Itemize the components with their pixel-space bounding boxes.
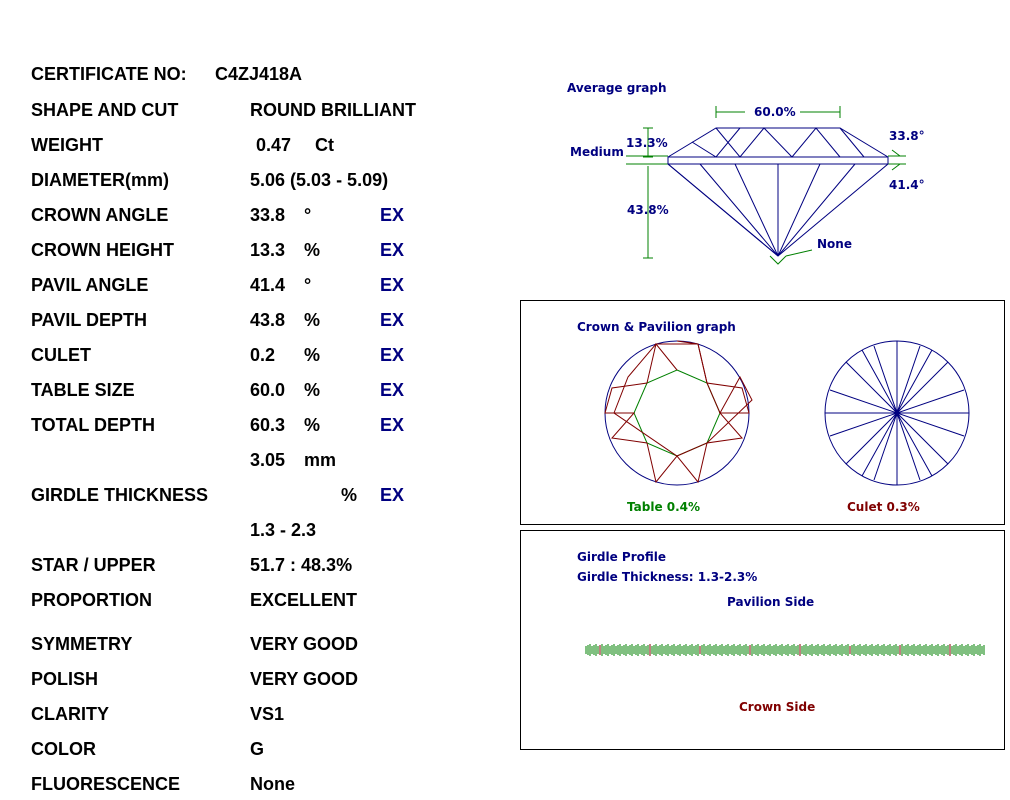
star-upper-label: STAR / UPPER bbox=[31, 555, 156, 575]
culet-percent-label: Culet 0.3% bbox=[847, 500, 920, 514]
certificate-label: CERTIFICATE NO: bbox=[31, 64, 187, 84]
row-value-culet: 0.2 bbox=[250, 345, 276, 365]
row-unit-crown-height: % bbox=[304, 240, 321, 260]
certificate-number: C4ZJ418A bbox=[215, 64, 303, 84]
girdle-unit: % bbox=[341, 485, 358, 505]
color-label: COLOR bbox=[31, 739, 96, 759]
row-grade-total-depth: EX bbox=[380, 415, 405, 435]
row-value-crown-height: 13.3 bbox=[250, 240, 286, 260]
girdle-profile-strip bbox=[586, 643, 988, 657]
row-label-pavil-angle: PAVIL ANGLE bbox=[31, 275, 149, 295]
row-grade-pavil-angle: EX bbox=[380, 275, 405, 295]
girdle-profile-title: Girdle Profile bbox=[577, 550, 667, 564]
crown-pavilion-title: Crown & Pavilion graph bbox=[577, 320, 736, 334]
row-label-shape: SHAPE AND CUT bbox=[31, 100, 179, 120]
row-value-table-size: 60.0 bbox=[250, 380, 286, 400]
row-grade-crown-angle: EX bbox=[380, 205, 405, 225]
row-label-total-depth: TOTAL DEPTH bbox=[31, 415, 156, 435]
row-label-crown-height: CROWN HEIGHT bbox=[31, 240, 174, 260]
row-value-diameter: 5.06 (5.03 - 5.09) bbox=[250, 170, 389, 190]
avg-pavilion-depth: 43.8% bbox=[627, 203, 669, 217]
avg-culet-label: None bbox=[817, 237, 852, 251]
pavilion-facets bbox=[825, 341, 969, 485]
total-depth-mm-unit: mm bbox=[304, 450, 337, 470]
row-unit-total-depth: % bbox=[304, 415, 321, 435]
girdle-label: GIRDLE THICKNESS bbox=[31, 485, 209, 505]
row-label-culet: CULET bbox=[31, 345, 91, 365]
row-value-weight: 0.47 bbox=[256, 135, 292, 155]
girdle-grade: EX bbox=[380, 485, 405, 505]
symmetry-value: VERY GOOD bbox=[250, 634, 359, 654]
girdle-profile-pavilion-side: Pavilion Side bbox=[727, 595, 815, 609]
table-percent-label: Table 0.4% bbox=[627, 500, 701, 514]
row-label-crown-angle: CROWN ANGLE bbox=[31, 205, 169, 225]
row-value-total-depth: 60.3 bbox=[250, 415, 286, 435]
avg-pavilion-angle: 41.4° bbox=[889, 178, 925, 192]
proportion-label: PROPORTION bbox=[31, 590, 153, 610]
row-unit-weight: Ct bbox=[315, 135, 334, 155]
proportion-value: EXCELLENT bbox=[250, 590, 358, 610]
row-grade-table-size: EX bbox=[380, 380, 405, 400]
row-value-shape: ROUND BRILLIANT bbox=[250, 100, 416, 120]
fluorescence-value: None bbox=[250, 774, 295, 794]
total-depth-mm-value: 3.05 bbox=[250, 450, 286, 470]
row-unit-culet: % bbox=[304, 345, 321, 365]
avg-crown-height: 13.3% bbox=[626, 136, 668, 150]
row-unit-table-size: % bbox=[304, 380, 321, 400]
avg-table-label: 60.0% bbox=[754, 105, 796, 119]
row-grade-pavil-depth: EX bbox=[380, 310, 405, 330]
row-unit-pavil-depth: % bbox=[304, 310, 321, 330]
girdle-range: 1.3 - 2.3 bbox=[250, 520, 317, 540]
row-grade-crown-height: EX bbox=[380, 240, 405, 260]
row-label-weight: WEIGHT bbox=[31, 135, 103, 155]
star-upper-value: 51.7 : 48.3% bbox=[250, 555, 353, 575]
row-value-pavil-depth: 43.8 bbox=[250, 310, 286, 330]
fluorescence-label: FLUORESCENCE bbox=[31, 774, 181, 794]
symmetry-label: SYMMETRY bbox=[31, 634, 133, 654]
polish-value: VERY GOOD bbox=[250, 669, 359, 689]
crown-star-facets bbox=[605, 341, 752, 482]
girdle-profile-thickness: Girdle Thickness: 1.3-2.3% bbox=[577, 570, 758, 584]
clarity-value: VS1 bbox=[250, 704, 285, 724]
row-value-pavil-angle: 41.4 bbox=[250, 275, 286, 295]
clarity-label: CLARITY bbox=[31, 704, 109, 724]
girdle-profile-crown-side: Crown Side bbox=[739, 700, 816, 714]
row-unit-crown-angle: ° bbox=[304, 205, 312, 225]
avg-girdle-label: Medium bbox=[570, 145, 624, 159]
avg-crown-angle: 33.8° bbox=[889, 129, 925, 143]
row-value-crown-angle: 33.8 bbox=[250, 205, 286, 225]
row-label-diameter: DIAMETER(mm) bbox=[31, 170, 169, 190]
row-unit-pavil-angle: ° bbox=[304, 275, 312, 295]
color-value: G bbox=[250, 739, 265, 759]
polish-label: POLISH bbox=[31, 669, 99, 689]
avg-graph-title: Average graph bbox=[567, 81, 667, 95]
row-label-pavil-depth: PAVIL DEPTH bbox=[31, 310, 148, 330]
row-grade-culet: EX bbox=[380, 345, 405, 365]
row-label-table-size: TABLE SIZE bbox=[31, 380, 135, 400]
